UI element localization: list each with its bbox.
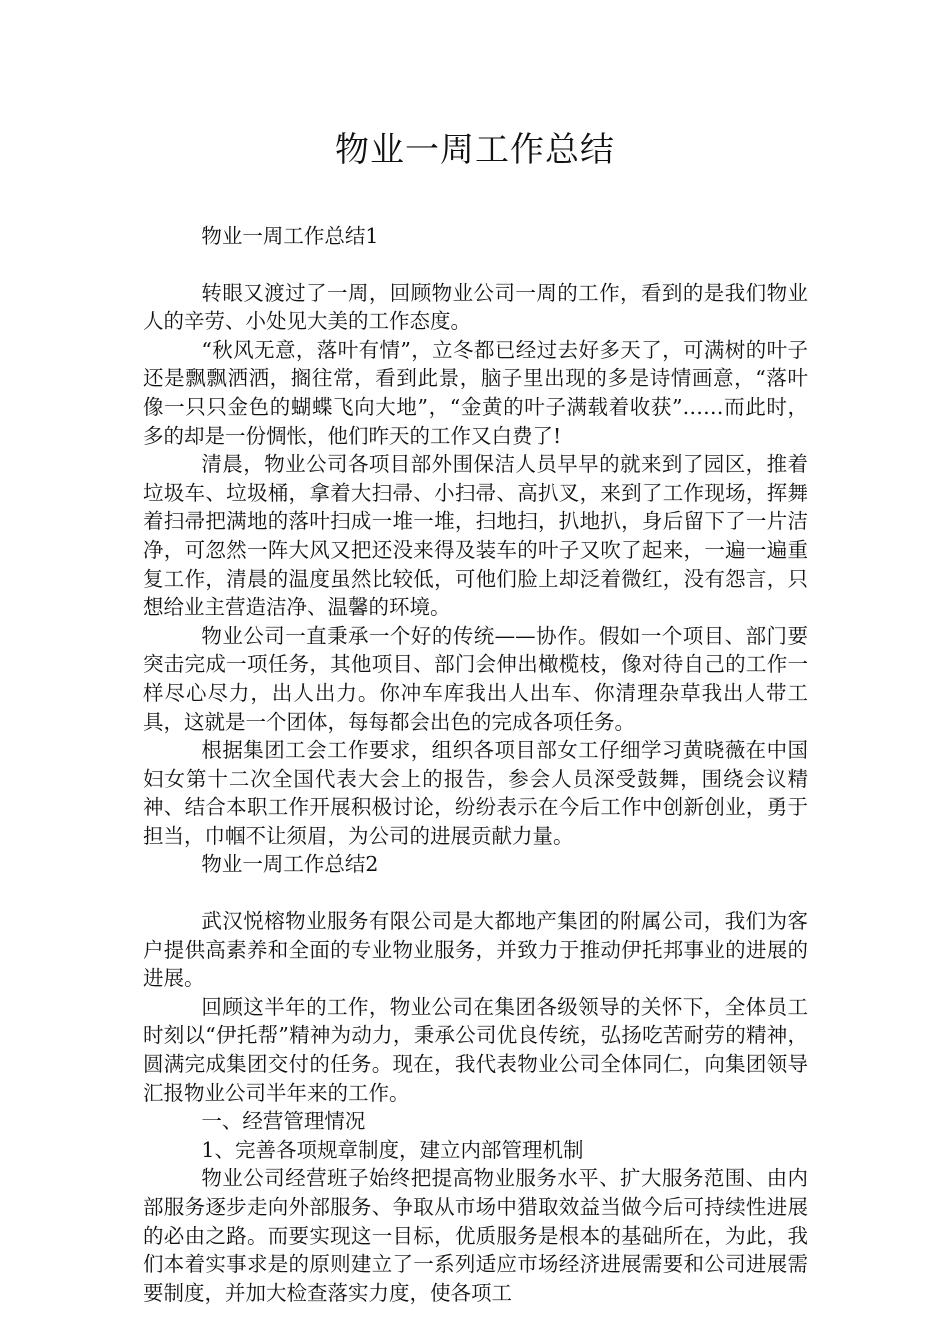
paragraph: 回顾这半年的工作，物业公司在集团各级领导的关怀下，全体员工时刻以“伊托帮”精神为动力，秉承公司优良传统，弘扬吃苦耐劳的精神，圆满完成集团交付的任务。现在，我代表物业公司全体同仁，向集团领导汇报物业公司半年来的工作。 [143,994,808,1105]
subheading: 1、完善各项规章制度，建立内部管理机制 [201,1137,584,1162]
document-body [143,222,808,1307]
document-title: 物业一周工作总结 [335,130,615,170]
paragraph: 武汉悦榕物业服务有限公司是大都地产集团的附属公司，我们为客户提供高素养和全面的专业物业服务，并致力于推动伊托邦事业的进展的进展。 [143,909,808,991]
paragraph: 清晨，物业公司各项目部外围保洁人员早早的就来到了园区，推着垃圾车、垃圾桶，拿着大扫帚、小扫帚、高扒叉，来到了工作现场，挥舞着扫帚把满地的落叶扫成一堆一堆，扫地扫，扒地扒，身后留下了一片洁净，可忽然一阵大风又把还没来得及装车的叶子又吹了起来，一遍一遍重复工作，清晨的温度虽然比较低，可他们脸上却泛着微红，没有怨言，只想给业主营造洁净、温馨的环境。 [143,452,808,620]
paragraph: 物业公司一直秉承一个好的传统——协作。假如一个项目、部门要突击完成一项任务，其他项目、部门会伸出橄榄枝，像对待自己的工作一样尽心尽力，出人出力。你冲车库我出人出车、你清理杂草我出人带工具，这就是一个团体，每每都会出色的完成各项任务。 [143,623,808,734]
spacer [143,251,808,279]
section-heading-1: 物业一周工作总结1 [201,224,379,248]
paragraph: 物业公司经营班子始终把提高物业服务水平、扩大服务范围、由内部服务逐步走向外部服务、争取从市场中猎取效益当做今后可持续性进展的必由之路。而要实现这一目标，优质服务是根本的基础所在，为此，我们本着实事求是的原则建立了一系列适应市场经济进展需要和公司进展需要制度，并加大检查落实力度，使各项工 [143,1166,808,1305]
spacer [143,879,808,907]
section-heading-2: 物业一周工作总结2 [201,852,379,877]
paragraph: “秋风无意，落叶有情”，立冬都已经过去好多天了，可满树的叶子还是飘飘洒洒，搁往常，看到此景，脑子里出现的多是诗情画意，“落叶像一只只金色的蝴蝶飞向大地”，“金黄的叶子满载着收获”……而此时，多的却是一份惆怅，他们昨天的工作又白费了! [143,337,808,448]
subheading: 一、经营管理情况 [201,1109,366,1134]
paragraph: 根据集团工会工作要求，组织各项目部女工仔细学习黄晓薇在中国妇女第十二次全国代表大会上的报告，参会人员深受鼓舞，围绕会议精神、结合本职工作开展积极讨论，纷纷表示在今后工作中创新创业，勇于担当，巾帼不让须眉，为公司的进展贡献力量。 [143,738,808,848]
paragraph: 转眼又渡过了一周，回顾物业公司一周的工作，看到的是我们物业人的辛劳、小处见大美的工作态度。 [143,280,808,334]
